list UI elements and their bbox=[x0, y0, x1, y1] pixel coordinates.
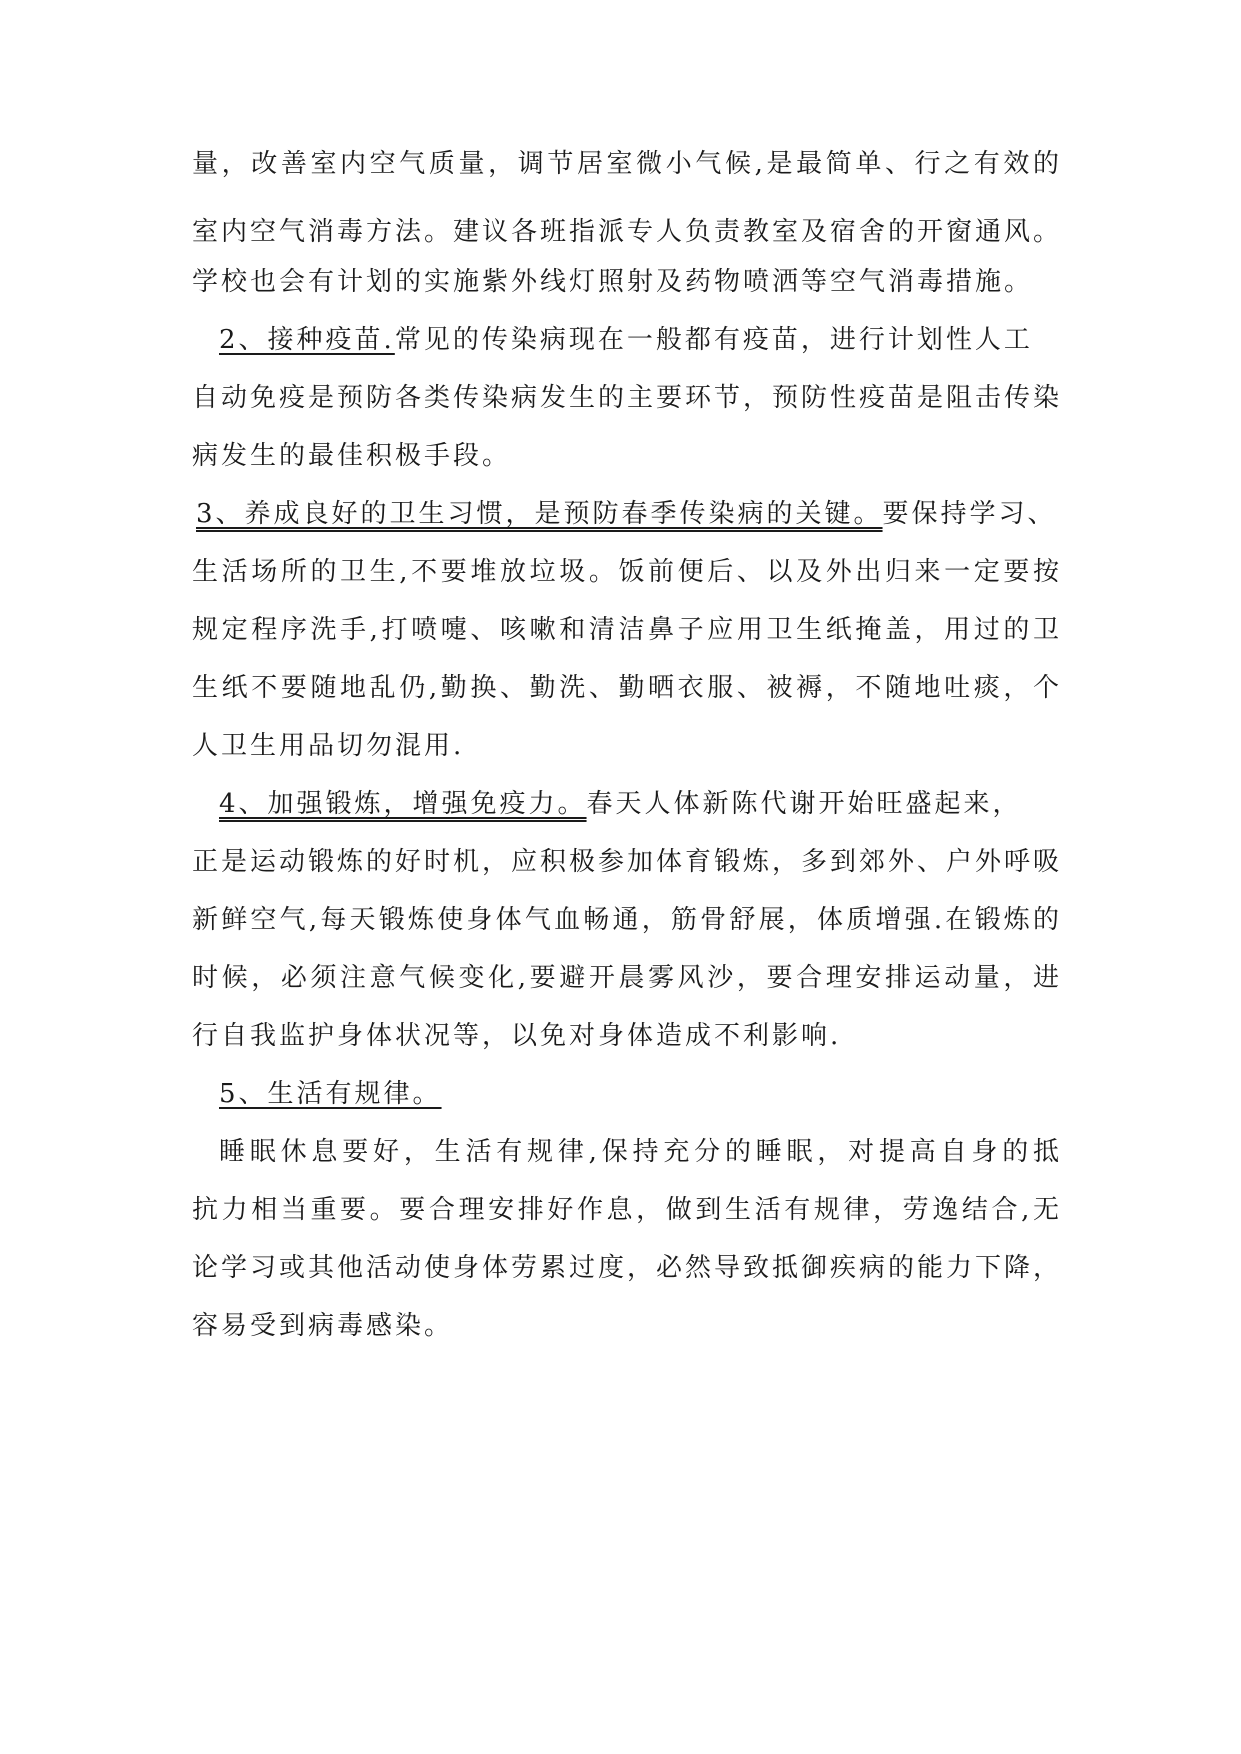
paragraph-line: 容易受到病毒感染。 bbox=[192, 1311, 454, 1341]
section-2-text: 常见的传染病现在一般都有疫苗，进行计划性人工 bbox=[394, 325, 1033, 355]
section-4-text: 春天人体新陈代谢开始旺盛起来， bbox=[586, 789, 1022, 819]
section-3-first-line bbox=[196, 494, 1062, 534]
section-3-text: 要保持学习、 bbox=[882, 499, 1057, 529]
paragraph-line: 新鲜空气,每天锻炼使身体气血畅通，筋骨舒展，体质增强.在锻炼的 bbox=[192, 905, 1062, 935]
paragraph-line: 睡眠休息要好，生活有规律,保持充分的睡眠，对提高自身的抵 bbox=[219, 1137, 1062, 1167]
section-4-first-line bbox=[219, 784, 1062, 824]
section-3-heading: 3、养成良好的卫生习惯，是预防春季传染病的关键。 bbox=[196, 499, 883, 529]
paragraph-line: 正是运动锻炼的好时机，应积极参加体育锻炼，多到郊外、户外呼吸 bbox=[192, 847, 1063, 877]
section-5-heading: 5、生活有规律。 bbox=[219, 1079, 442, 1109]
paragraph-line: 抗力相当重要。要合理安排好作息，做到生活有规律，劳逸结合,无 bbox=[192, 1195, 1062, 1225]
paragraph-line: 时候，必须注意气候变化,要避开晨雾风沙，要合理安排运动量，进 bbox=[192, 963, 1062, 993]
paragraph-line: 规定程序洗手,打喷嚏、咳嗽和清洁鼻子应用卫生纸掩盖，用过的卫 bbox=[192, 615, 1062, 645]
paragraph-line: 量，改善室内空气质量，调节居室微小气候,是最简单、行之有效的 bbox=[192, 149, 1062, 179]
paragraph-line: 病发生的最佳积极手段。 bbox=[192, 441, 512, 471]
paragraph-line: 行自我监护身体状况等，以免对身体造成不利影响. bbox=[192, 1021, 842, 1051]
section-2-heading: 2、接种疫苗. bbox=[219, 325, 395, 355]
paragraph-line: 学校也会有计划的实施紫外线灯照射及药物喷洒等空气消毒措施。 bbox=[192, 267, 1034, 297]
paragraph-line: 生纸不要随地乱仍,勤换、勤洗、勤晒衣服、被褥，不随地吐痰，个 bbox=[192, 673, 1062, 703]
paragraph-line: 室内空气消毒方法。建议各班指派专人负责教室及宿舍的开窗通风。 bbox=[192, 217, 1063, 247]
paragraph-line: 论学习或其他活动使身体劳累过度，必然导致抵御疾病的能力下降， bbox=[192, 1253, 1063, 1283]
paragraph-line: 自动免疫是预防各类传染病发生的主要环节，预防性疫苗是阻击传染 bbox=[192, 383, 1063, 413]
paragraph-line: 生活场所的卫生,不要堆放垃圾。饭前便后、以及外出归来一定要按 bbox=[192, 557, 1062, 587]
section-2-first-line bbox=[219, 320, 1062, 360]
section-5-first-line bbox=[219, 1074, 1062, 1114]
section-4-heading: 4、加强锻炼，增强免疫力。 bbox=[219, 789, 587, 819]
paragraph-line: 人卫生用品切勿混用. bbox=[192, 731, 465, 761]
